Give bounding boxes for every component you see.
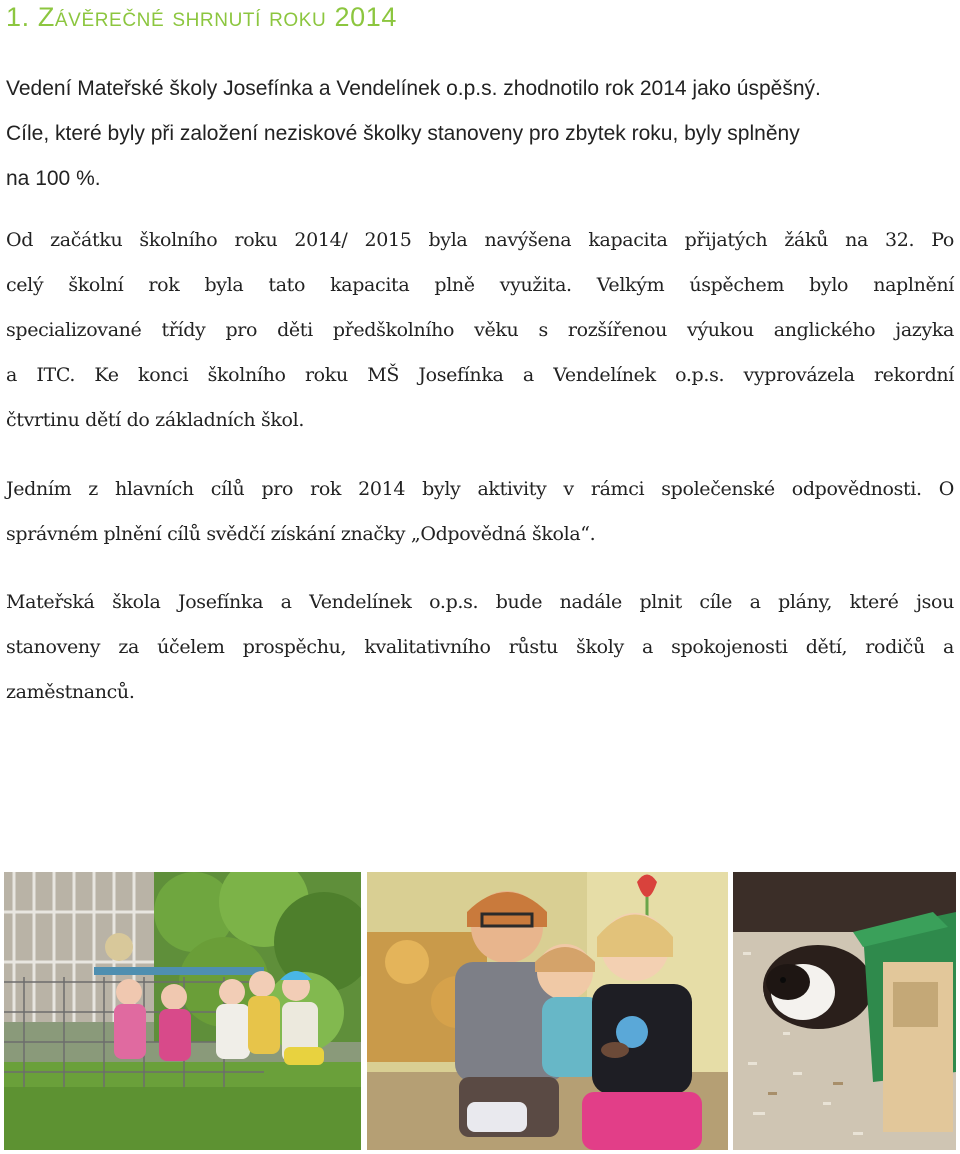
text-line: specializované třídy pro děti předškolního věku s rozšířenou výukou anglického jazyka	[6, 319, 954, 341]
text-line: celý školní rok byla tato kapacita plně využita. Velkým úspěchem bylo naplnění	[6, 274, 954, 296]
photo-guinea-pig	[733, 872, 956, 1150]
responsibility-paragraph	[6, 467, 954, 557]
text-line: Cíle, které byly při založení neziskové školky stanoveny pro zbytek roku, byly splněny	[6, 122, 800, 145]
photo-garden-children	[4, 872, 361, 1150]
text-line: Mateřská škola Josefínka a Vendelínek o.p.s. bude nadále plnit cíle a plány, které jsou	[6, 591, 954, 613]
capacity-paragraph	[6, 218, 954, 443]
text-line: Jedním z hlavních cílů pro rok 2014 byly aktivity v rámci společenské odpovědnosti. O	[6, 478, 954, 500]
section-heading: 1. Závěrečné shrnutí roku 2014	[6, 2, 397, 32]
text-line: Od začátku školního roku 2014/ 2015 byla navýšena kapacita přijatých žáků na 32. Po	[6, 229, 954, 251]
text-line: na 100 %.	[6, 167, 101, 190]
text-line: a ITC. Ke konci školního roku MŠ Josefínka a Vendelínek o.p.s. vyprovázela rekordní	[6, 364, 954, 386]
outlook-paragraph	[6, 580, 954, 715]
photo-girls-with-animal	[367, 872, 728, 1150]
text-line: Vedení Mateřské školy Josefínka a Vendelínek o.p.s. zhodnotilo rok 2014 jako úspěšný.	[6, 77, 821, 100]
intro-paragraph	[6, 66, 954, 201]
text-line: stanoveny za účelem prospěchu, kvalitativního růstu školy a spokojenosti dětí, rodičů a	[6, 636, 954, 658]
text-line: správném plnění cílů svědčí získání značky „Odpovědná škola“.	[6, 523, 596, 545]
photo-strip	[0, 872, 960, 1150]
text-line: zaměstnanců.	[6, 681, 135, 703]
text-line: čtvrtinu dětí do základních škol.	[6, 409, 305, 431]
